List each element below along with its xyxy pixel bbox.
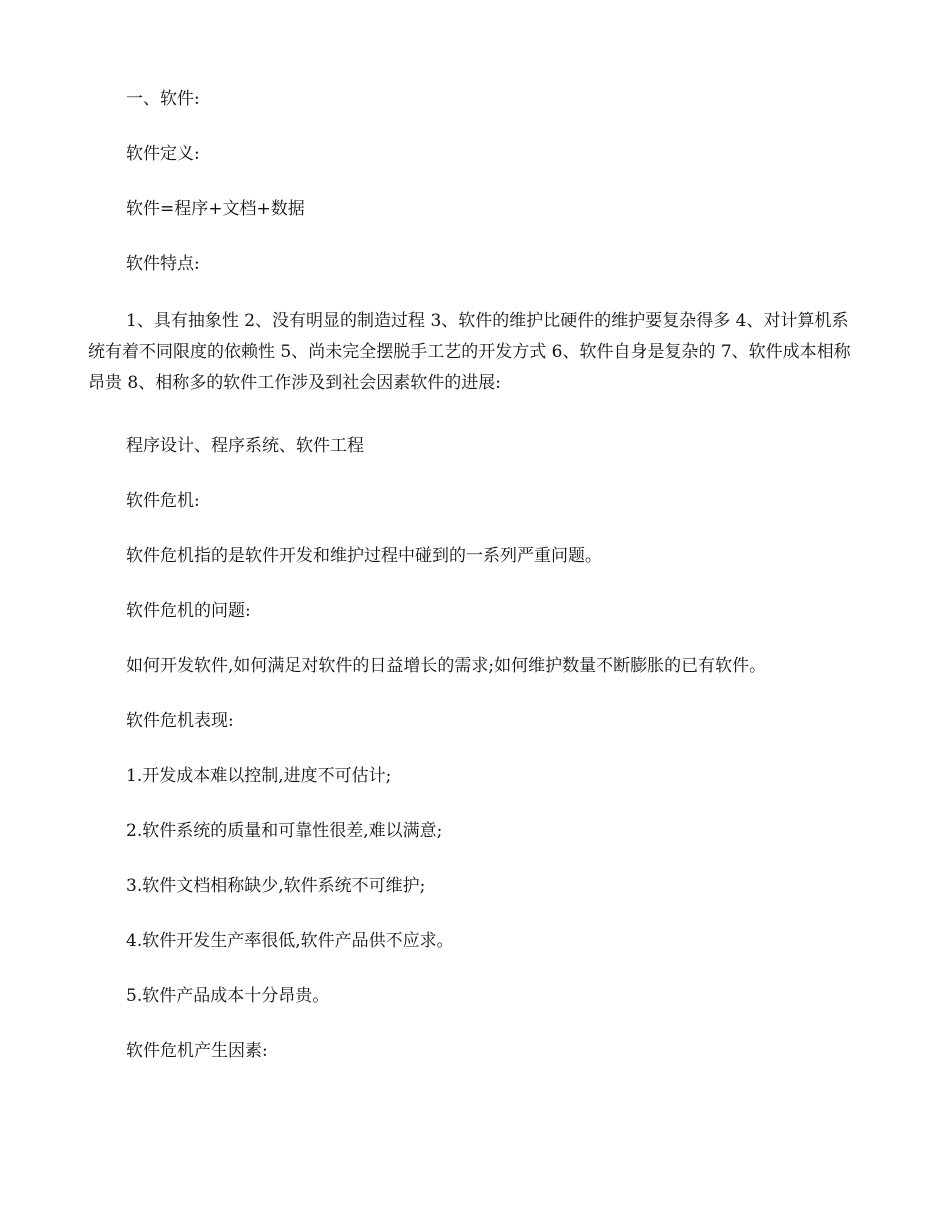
- paragraph: 程序设计、程序系统、软件工程: [126, 436, 364, 456]
- paragraph: 1、具有抽象性 2、没有明显的制造过程 3、软件的维护比硬件的维护要复杂得多 4、对计算机系统有着不同限度的依赖性 5、尚未完全摆脱手工艺的开发方式 6、软件自身是复杂的 7、软件成本相称昂贵 8、相称多的软件工作涉及到社会因素软件的进展:: [88, 311, 851, 393]
- paragraph: 软件=程序+文档+数据: [126, 199, 305, 219]
- paragraph: 软件定义:: [126, 144, 200, 164]
- list-item: 2.软件系统的质量和可靠性很差,难以满意;: [126, 821, 443, 841]
- section-heading: 一、软件:: [126, 89, 200, 109]
- paragraph: 软件特点:: [126, 254, 200, 274]
- list-item: 1.开发成本难以控制,进度不可估计;: [126, 766, 392, 786]
- list-item: 3.软件文档相称缺少,软件系统不可维护;: [126, 876, 426, 896]
- paragraph: 软件危机指的是软件开发和维护过程中碰到的一系列严重问题。: [126, 546, 602, 566]
- list-item: 4.软件开发生产率很低,软件产品供不应求。: [126, 931, 454, 951]
- list-item: 5.软件产品成本十分昂贵。: [126, 986, 330, 1006]
- paragraph: 软件危机表现:: [126, 711, 234, 731]
- paragraph: 如何开发软件,如何满足对软件的日益增长的需求;如何维护数量不断膨胀的已有软件。: [126, 656, 767, 676]
- paragraph: 软件危机:: [126, 491, 200, 511]
- paragraph: 软件危机产生因素:: [126, 1041, 268, 1061]
- paragraph: 软件危机的问题:: [126, 601, 251, 621]
